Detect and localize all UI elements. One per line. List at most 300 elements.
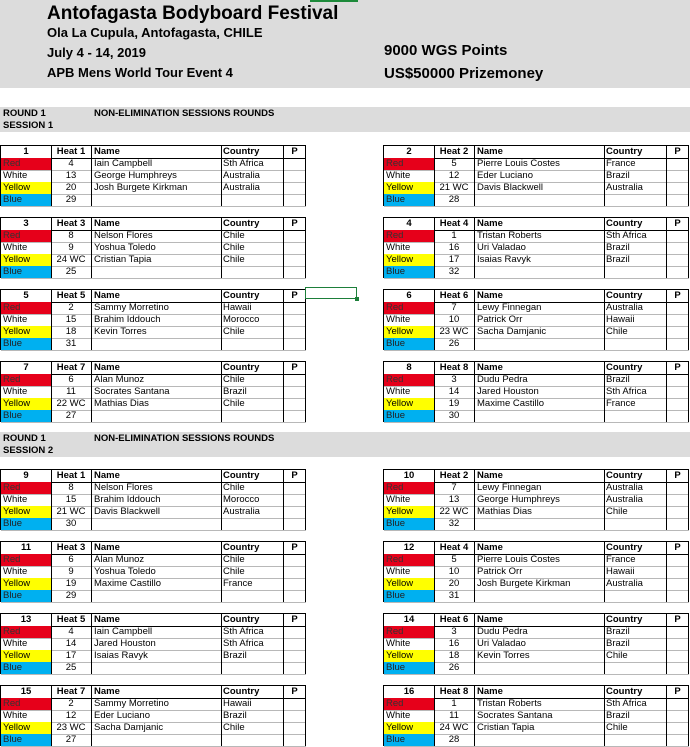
surfer-name[interactable]: Uri Valadao <box>477 242 526 253</box>
place-cell[interactable] <box>666 302 689 314</box>
place-cell[interactable] <box>666 662 689 674</box>
place-cell[interactable] <box>283 482 306 494</box>
surfer-name[interactable]: Patrick Orr <box>477 566 523 577</box>
surfer-country[interactable]: Chile <box>223 254 245 265</box>
surfer-name[interactable]: Sammy Morretino <box>94 698 169 709</box>
seed: 9 <box>68 242 74 253</box>
surfer-country[interactable]: Sth Africa <box>223 626 264 637</box>
heat-table <box>0 217 306 278</box>
surfer-country[interactable]: Brazil <box>606 242 630 253</box>
seed: 31 <box>65 338 77 349</box>
surfer-country[interactable] <box>221 518 283 530</box>
surfer-country[interactable]: Chile <box>223 566 245 577</box>
jersey-color: White <box>386 638 411 649</box>
surfer-name[interactable]: Uri Valadao <box>477 638 526 649</box>
jersey-color: White <box>3 386 28 397</box>
jersey-color: White <box>3 638 28 649</box>
place-cell[interactable] <box>283 302 306 314</box>
surfer-name[interactable]: Tristan Roberts <box>477 698 542 709</box>
surfer-country[interactable]: Australia <box>223 170 260 181</box>
place-cell[interactable] <box>666 170 689 182</box>
place-cell[interactable] <box>283 242 306 254</box>
place-column-header: P <box>674 362 681 373</box>
column-divider <box>434 362 435 422</box>
surfer-country[interactable]: Chile <box>223 482 245 493</box>
surfer-name[interactable]: Nelson Flores <box>94 482 153 493</box>
name-column-header: Name <box>94 470 120 481</box>
surfer-name[interactable]: Josh Burgete Kirkman <box>94 182 188 193</box>
jersey-color: Red <box>384 626 434 638</box>
place-cell[interactable] <box>283 326 306 338</box>
surfer-country[interactable] <box>604 518 666 530</box>
seed: 12 <box>448 170 460 181</box>
place-cell[interactable] <box>283 254 306 266</box>
place-cell[interactable] <box>666 554 689 566</box>
place-cell[interactable] <box>283 494 306 506</box>
place-cell[interactable] <box>666 410 689 422</box>
place-cell[interactable] <box>666 338 689 350</box>
surfer-country[interactable]: Morocco <box>223 494 260 505</box>
country-column-header: Country <box>606 218 643 229</box>
place-column-header: P <box>291 362 298 373</box>
column-divider <box>221 614 222 674</box>
surfer-name[interactable]: Brahim Iddouch <box>94 314 161 325</box>
place-cell[interactable] <box>283 266 306 278</box>
surfer-country[interactable] <box>604 734 666 746</box>
surfer-name[interactable] <box>474 266 604 278</box>
surfer-row <box>1 194 306 207</box>
surfer-country[interactable] <box>604 266 666 278</box>
place-cell[interactable] <box>283 506 306 518</box>
heat-table <box>0 361 306 422</box>
surfer-country[interactable] <box>604 662 666 674</box>
name-column-header: Name <box>94 542 120 553</box>
column-divider <box>688 542 689 602</box>
surfer-name[interactable]: Pierre Louis Costes <box>477 158 560 169</box>
place-column-header: P <box>674 146 681 157</box>
surfer-country[interactable]: France <box>606 554 636 565</box>
surfer-country[interactable]: Brazil <box>223 650 247 661</box>
place-cell[interactable] <box>666 242 689 254</box>
place-cell[interactable] <box>666 590 689 602</box>
heat-table <box>0 469 306 530</box>
heat-number: 14 <box>403 614 415 625</box>
place-cell[interactable] <box>283 698 306 710</box>
column-divider <box>51 218 52 278</box>
place-cell[interactable] <box>666 626 689 638</box>
surfer-name[interactable]: Socrates Santana <box>94 386 170 397</box>
jersey-color: Blue <box>1 194 51 206</box>
surfer-name[interactable] <box>474 338 604 350</box>
seed: 25 <box>65 266 77 277</box>
surfer-country[interactable] <box>221 338 283 350</box>
surfer-country[interactable]: Sth Africa <box>223 158 264 169</box>
surfer-name[interactable]: Maxime Castillo <box>477 398 545 409</box>
surfer-name[interactable]: Cristian Tapia <box>94 254 152 265</box>
surfer-country[interactable]: Brazil <box>606 170 630 181</box>
place-cell[interactable] <box>283 626 306 638</box>
surfer-country[interactable]: France <box>606 158 636 169</box>
surfer-country[interactable]: France <box>223 578 253 589</box>
surfer-country[interactable] <box>221 410 283 422</box>
surfer-name[interactable]: Sacha Damjanic <box>94 722 164 733</box>
heat-label: Heat 5 <box>56 290 86 301</box>
surfer-name[interactable]: Pierre Louis Costes <box>477 554 560 565</box>
heat-number: 16 <box>403 686 415 697</box>
seed: 24 WC <box>439 722 469 733</box>
surfer-country[interactable]: France <box>606 398 636 409</box>
name-column-header: Name <box>477 290 503 301</box>
surfer-row <box>1 734 306 747</box>
seed: 30 <box>448 410 460 421</box>
surfer-name[interactable] <box>91 518 221 530</box>
surfer-name[interactable]: Sammy Morretino <box>94 302 169 313</box>
surfer-name[interactable]: Tristan Roberts <box>477 230 542 241</box>
jersey-color: Red <box>1 482 51 494</box>
seed: 29 <box>65 194 77 205</box>
surfer-country[interactable]: Chile <box>223 722 245 733</box>
surfer-name[interactable]: Lewy Finnegan <box>477 482 542 493</box>
seed: 4 <box>68 626 74 637</box>
surfer-row <box>384 194 689 207</box>
surfer-name[interactable]: Jared Houston <box>94 638 156 649</box>
surfer-country[interactable]: Brazil <box>606 254 630 265</box>
column-divider <box>51 542 52 602</box>
selected-cell[interactable] <box>305 287 357 299</box>
surfer-country[interactable]: Sth Africa <box>606 698 647 709</box>
surfer-name[interactable]: Socrates Santana <box>477 710 553 721</box>
surfer-country[interactable]: Chile <box>223 554 245 565</box>
place-cell[interactable] <box>283 554 306 566</box>
name-column-header: Name <box>94 362 120 373</box>
surfer-name[interactable]: George Humphreys <box>94 170 177 181</box>
surfer-country[interactable]: Australia <box>606 494 643 505</box>
jersey-color: Blue <box>384 410 434 422</box>
heat-label: Heat 3 <box>56 542 86 553</box>
seed: 1 <box>451 698 457 709</box>
jersey-color: Red <box>384 158 434 170</box>
surfer-name[interactable]: Kevin Torres <box>477 650 530 661</box>
surfer-country[interactable]: Australia <box>223 182 260 193</box>
column-marker <box>310 0 358 2</box>
place-cell[interactable] <box>283 650 306 662</box>
place-cell[interactable] <box>666 650 689 662</box>
surfer-country[interactable]: Brazil <box>606 626 630 637</box>
surfer-name[interactable] <box>474 518 604 530</box>
place-cell[interactable] <box>283 662 306 674</box>
surfer-country[interactable]: Sth Africa <box>223 638 264 649</box>
surfer-country[interactable]: Sth Africa <box>606 386 647 397</box>
country-column-header: Country <box>606 542 643 553</box>
surfer-name[interactable] <box>474 734 604 746</box>
event-name: APB Mens World Tour Event 4 <box>47 65 233 80</box>
jersey-color: Red <box>384 554 434 566</box>
seed: 24 WC <box>56 254 86 265</box>
surfer-country[interactable]: Chile <box>223 242 245 253</box>
surfer-name[interactable]: Davis Blackwell <box>94 506 160 517</box>
surfer-country[interactable]: Hawaii <box>223 698 252 709</box>
surfer-country[interactable]: Chile <box>606 722 628 733</box>
place-cell[interactable] <box>283 722 306 734</box>
surfer-name[interactable] <box>91 338 221 350</box>
jersey-color: Yellow <box>1 326 51 338</box>
surfer-country[interactable]: Chile <box>223 374 245 385</box>
jersey-color: Yellow <box>384 182 434 194</box>
surfer-name[interactable] <box>91 410 221 422</box>
place-cell[interactable] <box>666 230 689 242</box>
session-label: SESSION 2 <box>3 445 54 456</box>
session-label: SESSION 1 <box>3 120 54 131</box>
place-cell[interactable] <box>666 386 689 398</box>
jersey-color: Yellow <box>384 506 434 518</box>
place-cell[interactable] <box>283 338 306 350</box>
surfer-name[interactable]: Davis Blackwell <box>477 182 543 193</box>
surfer-name[interactable]: Maxime Castillo <box>94 578 162 589</box>
place-cell[interactable] <box>283 410 306 422</box>
surfer-country[interactable]: Hawaii <box>606 566 635 577</box>
heat-number: 5 <box>23 290 29 301</box>
surfer-name[interactable] <box>91 590 221 602</box>
column-divider <box>221 470 222 530</box>
surfer-name[interactable]: Yoshua Toledo <box>94 242 156 253</box>
place-cell[interactable] <box>283 194 306 206</box>
surfer-name[interactable]: Nelson Flores <box>94 230 153 241</box>
place-cell[interactable] <box>283 710 306 722</box>
jersey-color: Blue <box>1 338 51 350</box>
jersey-color: Yellow <box>1 506 51 518</box>
seed: 14 <box>448 386 460 397</box>
heat-number: 13 <box>20 614 32 625</box>
surfer-country[interactable] <box>221 734 283 746</box>
country-column-header: Country <box>606 686 643 697</box>
column-divider <box>666 614 667 674</box>
surfer-country[interactable] <box>221 266 283 278</box>
column-divider <box>305 614 306 674</box>
surfer-name[interactable] <box>474 590 604 602</box>
column-divider <box>688 614 689 674</box>
place-cell[interactable] <box>283 398 306 410</box>
place-cell[interactable] <box>666 482 689 494</box>
column-divider <box>604 146 605 206</box>
column-divider <box>434 218 435 278</box>
place-cell[interactable] <box>283 314 306 326</box>
surfer-name[interactable] <box>91 266 221 278</box>
surfer-name[interactable]: Sacha Damjanic <box>477 326 547 337</box>
country-column-header: Country <box>223 686 260 697</box>
surfer-name[interactable]: Yoshua Toledo <box>94 566 156 577</box>
surfer-country[interactable] <box>221 194 283 206</box>
surfer-name[interactable]: George Humphreys <box>477 494 560 505</box>
surfer-name[interactable]: Kevin Torres <box>94 326 147 337</box>
surfer-country[interactable]: Chile <box>606 326 628 337</box>
place-cell[interactable] <box>666 398 689 410</box>
surfer-name[interactable]: Mathias Dias <box>477 506 532 517</box>
place-cell[interactable] <box>283 638 306 650</box>
surfer-name[interactable]: Alan Munoz <box>94 374 145 385</box>
surfer-country[interactable]: Hawaii <box>223 302 252 313</box>
column-divider <box>666 218 667 278</box>
surfer-country[interactable]: Brazil <box>223 386 247 397</box>
place-cell[interactable] <box>283 734 306 746</box>
place-cell[interactable] <box>666 698 689 710</box>
country-column-header: Country <box>606 290 643 301</box>
place-cell[interactable] <box>283 374 306 386</box>
place-cell[interactable] <box>666 158 689 170</box>
jersey-color: Red <box>1 374 51 386</box>
surfer-country[interactable] <box>604 194 666 206</box>
surfer-name[interactable]: Brahim Iddouch <box>94 494 161 505</box>
surfer-name[interactable]: Alan Munoz <box>94 554 145 565</box>
name-column-header: Name <box>94 146 120 157</box>
place-cell[interactable] <box>666 314 689 326</box>
heat-table <box>0 145 306 206</box>
surfer-name[interactable]: Jared Houston <box>477 386 539 397</box>
heat-table <box>383 361 689 422</box>
place-cell[interactable] <box>283 386 306 398</box>
surfer-name[interactable]: Iain Campbell <box>94 626 153 637</box>
surfer-name[interactable]: Josh Burgete Kirkman <box>477 578 571 589</box>
place-cell[interactable] <box>283 182 306 194</box>
place-cell[interactable] <box>666 326 689 338</box>
surfer-name[interactable] <box>474 194 604 206</box>
jersey-color: White <box>3 314 28 325</box>
heat-number: 6 <box>406 290 412 301</box>
surfer-name[interactable] <box>474 410 604 422</box>
seed: 30 <box>65 518 77 529</box>
seed: 2 <box>68 302 74 313</box>
name-column-header: Name <box>94 218 120 229</box>
name-column-header: Name <box>94 614 120 625</box>
surfer-country[interactable] <box>604 590 666 602</box>
surfer-name[interactable]: Patrick Orr <box>477 314 523 325</box>
name-column-header: Name <box>477 470 503 481</box>
name-column-header: Name <box>477 362 503 373</box>
country-column-header: Country <box>223 218 260 229</box>
place-cell[interactable] <box>283 578 306 590</box>
jersey-color: Blue <box>384 734 434 746</box>
surfer-country[interactable]: Australia <box>606 482 643 493</box>
place-cell[interactable] <box>666 638 689 650</box>
surfer-name[interactable]: Cristian Tapia <box>477 722 535 733</box>
column-divider <box>666 290 667 350</box>
surfer-country[interactable]: Brazil <box>606 374 630 385</box>
place-cell[interactable] <box>666 722 689 734</box>
surfer-name[interactable]: Isaias Ravyk <box>94 650 148 661</box>
surfer-name[interactable]: Eder Luciano <box>477 170 533 181</box>
column-divider <box>51 686 52 746</box>
place-cell[interactable] <box>283 230 306 242</box>
seed: 4 <box>68 158 74 169</box>
surfer-country[interactable]: Brazil <box>606 638 630 649</box>
place-cell[interactable] <box>283 170 306 182</box>
surfer-name[interactable]: Lewy Finnegan <box>477 302 542 313</box>
jersey-color: Yellow <box>1 182 51 194</box>
surfer-name[interactable]: Iain Campbell <box>94 158 153 169</box>
heat-table <box>383 469 689 530</box>
place-cell[interactable] <box>666 182 689 194</box>
surfer-country[interactable]: Australia <box>606 302 643 313</box>
column-divider <box>604 686 605 746</box>
place-column-header: P <box>291 290 298 301</box>
place-cell[interactable] <box>666 518 689 530</box>
place-cell[interactable] <box>666 194 689 206</box>
place-cell[interactable] <box>666 506 689 518</box>
place-cell[interactable] <box>666 254 689 266</box>
jersey-color: Yellow <box>384 398 434 410</box>
column-divider <box>221 290 222 350</box>
surfer-country[interactable]: Hawaii <box>606 314 635 325</box>
jersey-color: Blue <box>1 662 51 674</box>
event-dates: July 4 - 14, 2019 <box>47 45 147 60</box>
surfer-country[interactable] <box>221 662 283 674</box>
surfer-row <box>384 590 689 603</box>
surfer-country[interactable] <box>221 590 283 602</box>
jersey-color: White <box>3 710 28 721</box>
surfer-country[interactable]: Chile <box>606 650 628 661</box>
place-cell[interactable] <box>666 374 689 386</box>
surfer-country[interactable]: Brazil <box>606 710 630 721</box>
seed: 26 <box>448 662 460 673</box>
place-cell[interactable] <box>283 566 306 578</box>
surfer-country[interactable]: Chile <box>223 230 245 241</box>
jersey-color: Yellow <box>1 722 51 734</box>
surfer-name[interactable]: Dudu Pedra <box>477 374 528 385</box>
seed: 5 <box>451 554 457 565</box>
column-divider <box>91 362 92 422</box>
surfer-name[interactable] <box>91 194 221 206</box>
surfer-country[interactable]: Chile <box>606 506 628 517</box>
name-column-header: Name <box>94 686 120 697</box>
fill-handle[interactable] <box>355 297 359 301</box>
place-cell[interactable] <box>666 710 689 722</box>
place-cell[interactable] <box>666 578 689 590</box>
place-cell[interactable] <box>283 518 306 530</box>
surfer-name[interactable]: Isaias Ravyk <box>477 254 531 265</box>
place-cell[interactable] <box>666 494 689 506</box>
surfer-name[interactable]: Mathias Dias <box>94 398 149 409</box>
surfer-name[interactable] <box>91 734 221 746</box>
surfer-name[interactable]: Eder Luciano <box>94 710 150 721</box>
place-column-header: P <box>291 686 298 697</box>
surfer-country[interactable] <box>604 410 666 422</box>
place-cell[interactable] <box>666 566 689 578</box>
surfer-name[interactable] <box>474 662 604 674</box>
surfer-country[interactable]: Sth Africa <box>606 230 647 241</box>
column-divider <box>283 218 284 278</box>
column-divider <box>91 686 92 746</box>
surfer-country[interactable]: Australia <box>223 506 260 517</box>
jersey-color: Yellow <box>384 578 434 590</box>
surfer-country[interactable]: Brazil <box>223 710 247 721</box>
surfer-country[interactable]: Chile <box>223 398 245 409</box>
surfer-country[interactable]: Chile <box>223 326 245 337</box>
column-divider <box>51 470 52 530</box>
place-cell[interactable] <box>666 734 689 746</box>
surfer-country[interactable]: Australia <box>606 182 643 193</box>
seed: 19 <box>65 578 77 589</box>
surfer-country[interactable]: Australia <box>606 578 643 589</box>
jersey-color: Red <box>1 698 51 710</box>
surfer-name[interactable] <box>91 662 221 674</box>
surfer-country[interactable] <box>604 338 666 350</box>
heat-table <box>0 685 306 746</box>
surfer-country[interactable]: Morocco <box>223 314 260 325</box>
place-cell[interactable] <box>283 158 306 170</box>
place-cell[interactable] <box>666 266 689 278</box>
surfer-name[interactable]: Dudu Pedra <box>477 626 528 637</box>
seed: 23 WC <box>439 326 469 337</box>
place-cell[interactable] <box>283 590 306 602</box>
